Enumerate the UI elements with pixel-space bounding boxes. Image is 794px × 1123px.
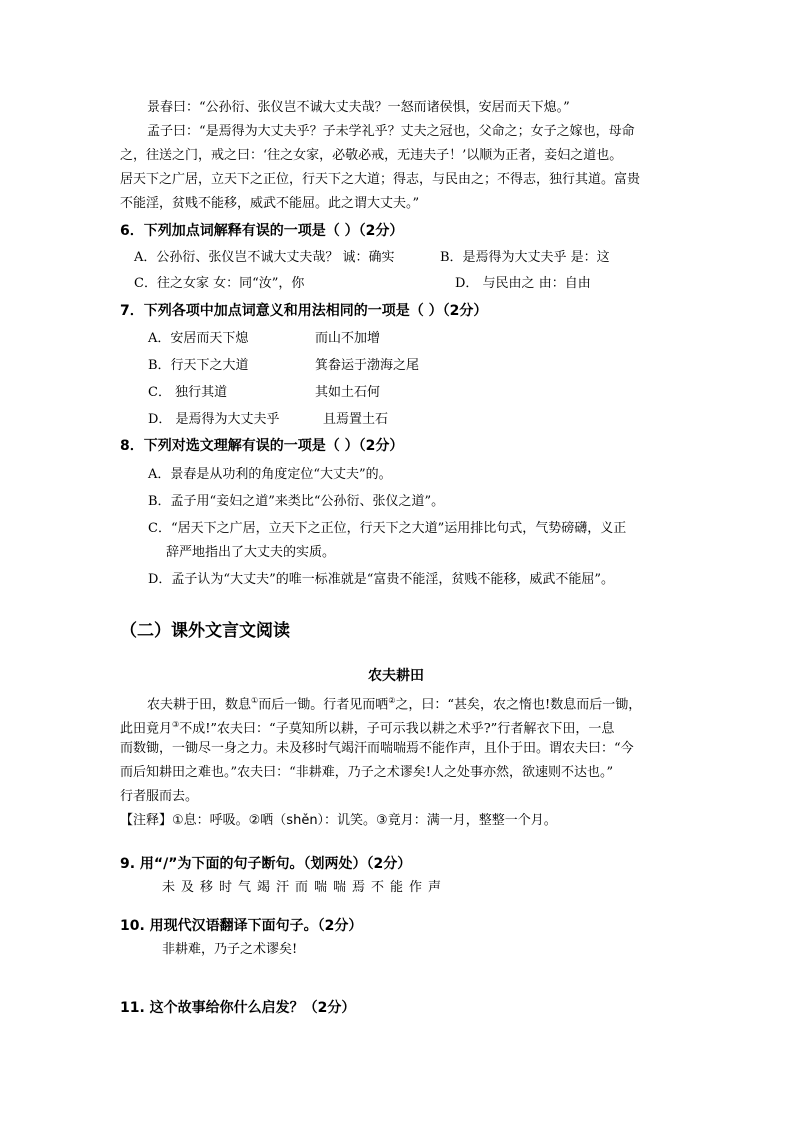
footnote-mark-1: ①	[251, 696, 259, 705]
q6-option-d: D． 与民由之 由：自由	[455, 276, 591, 291]
passage1-line-1: 景春曰：“公孙衍、张仪岂不诚大丈夫哉？一怒而诸侯惧，安居而天下熄。”	[147, 100, 570, 115]
q8-option-c-line-1: C．“居天下之广居，立天下之正位，行天下之大道”运用排比句式，气势磅礴，义正	[148, 521, 627, 536]
passage1-line-5: 不能淫，贫贱不能移，威武不能屈。此之谓大丈夫。”	[120, 196, 420, 211]
q7-option-b-right: 箕畚运于渤海之尾	[315, 358, 420, 373]
q6-option-a: A．公孙衍、张仪岂不诚大丈夫哉？ 诚：确实	[134, 250, 395, 265]
q11-stem: 11. 这个故事给你什么启发？（2分）	[120, 1000, 356, 1016]
q8-stem: 8．下列对选文理解有误的一项是（ ）（2分）	[120, 438, 404, 454]
q10-sentence: 非耕难，乃子之术谬矣!	[162, 942, 298, 957]
q8-option-c-line-2: 辞严地指出了大丈夫的实质。	[166, 545, 336, 560]
q8-option-a: A．景春是从功利的角度定位“大丈夫”的。	[148, 467, 392, 482]
footnote-mark-2: ②	[388, 696, 396, 705]
q6-option-c: C．往之女家 女：同“汝”，你	[134, 276, 305, 291]
q7-option-a-left: A．安居而天下熄	[148, 331, 249, 346]
q8-option-b: B．孟子用“妾妇之道”来类比“公孙衍、张仪之道”。	[148, 494, 445, 509]
q9-stem: 9. 用“/”为下面的句子断句。（划两处）（2分）	[120, 856, 412, 872]
q7-option-a-right: 而山不加增	[315, 331, 381, 346]
passage1-line-4: 居天下之广居，立天下之正位，行天下之大道；得志，与民由之；不得志，独行其道。富贵	[120, 172, 641, 187]
footnote-mark-3: ③	[172, 720, 180, 729]
q10-stem: 10. 用现代汉语翻译下面句子。（2分）	[120, 918, 363, 934]
q9-sentence: 未及移时气竭汗而喘喘焉不能作声	[162, 880, 448, 895]
q6-option-b: B．是焉得为大丈夫乎 是：这	[440, 250, 610, 265]
q7-option-b-left: B．行天下之大道	[148, 358, 249, 373]
q7-stem: 7．下列各项中加点词意义和用法相同的一项是（ ）（2分）	[120, 303, 488, 319]
passage2-line-3: 而数锄，一锄尽一身之力。未及移时气竭汗而喘喘焉不能作声，且仆于田。谓农夫曰：“今	[120, 741, 634, 756]
q7-option-c-right: 其如土石何	[315, 385, 381, 400]
passage1-line-3: 之，往送之门，戒之曰：‘往之女家，必敬必戒，无违夫子！’以顺为正者，妾妇之道也。	[120, 148, 623, 163]
q6-stem: 6．下列加点词解释有误的一项是（ ）（2分）	[120, 223, 404, 239]
q7-option-d-right: 且焉置土石	[323, 412, 389, 427]
q7-option-c-left: C． 独行其道	[148, 385, 228, 400]
section-heading-extracurricular: （二）课外文言文阅读	[120, 621, 290, 641]
passage2-line-1: 农夫耕于田，数息①而后一锄。行者见而哂②之，曰：“甚矣，农之惰也!数息而后一锄，	[147, 696, 642, 713]
passage2-line-4: 而后知耕田之难也。”农夫曰：“非耕难，乃子之术谬矣!人之处事亦然，欲速则不达也。”	[120, 765, 614, 780]
q7-option-d-left: D． 是焉得为大丈夫乎	[148, 412, 280, 427]
passage2-line-2: 此田竟月③不成!”农夫曰：“子莫知所以耕，子可示我以耕之术乎?”行者解衣下田，一息	[120, 720, 615, 737]
passage1-line-2: 孟子曰：“是焉得为大丈夫乎？子未学礼乎？丈夫之冠也，父命之；女子之嫁也，母命	[147, 124, 635, 139]
passage2-title: 农夫耕田	[368, 668, 424, 684]
passage2-annotation: 【注释】①息：呼吸。②哂（shěn）：讥笑。③竟月：满一月，整整一个月。	[120, 813, 557, 828]
q8-option-d: D．孟子认为“大丈夫”的唯一标准就是“富贵不能淫，贫贱不能移，威武不能屈”。	[148, 572, 615, 587]
passage2-line-5: 行者服而去。	[120, 789, 199, 804]
